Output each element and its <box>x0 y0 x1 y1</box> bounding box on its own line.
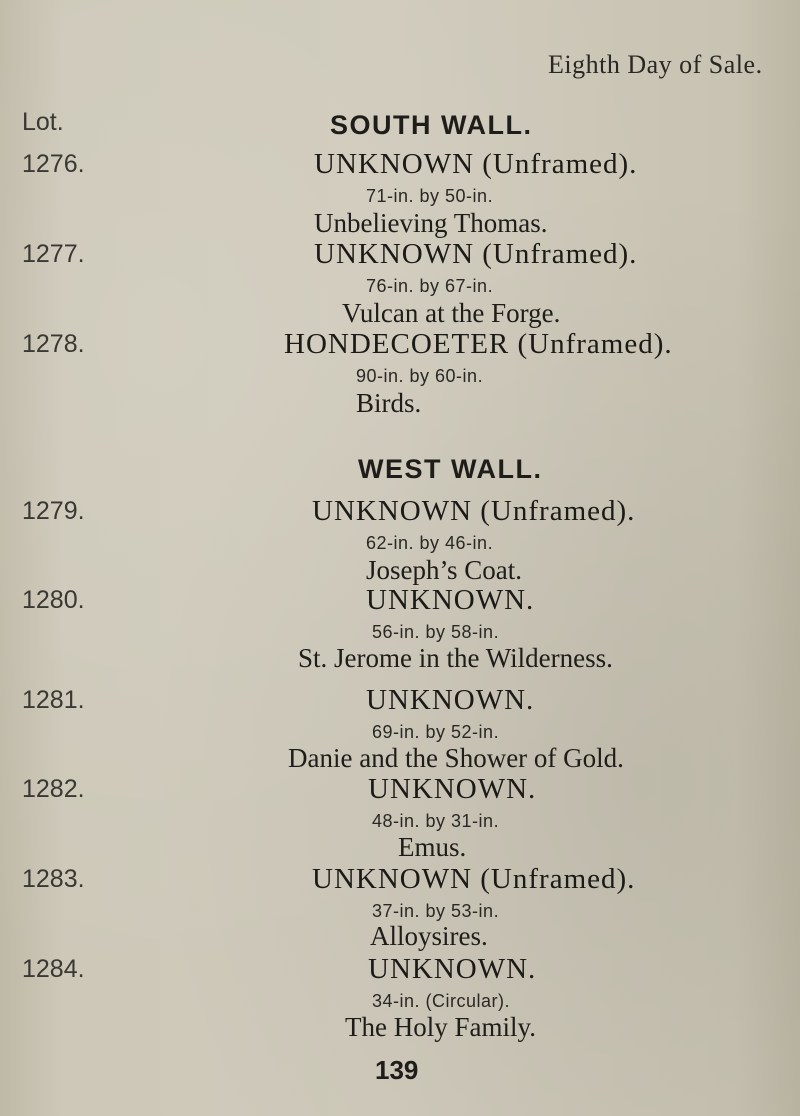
lot-title: Danie and the Shower of Gold. <box>288 743 624 773</box>
lot-title: The Holy Family. <box>345 1012 536 1042</box>
lot-title: Unbelieving Thomas. <box>314 208 548 238</box>
lot-artist: UNKNOWN (Unframed). <box>312 495 636 527</box>
lot-dimensions: 34-in. (Circular). <box>372 991 511 1011</box>
lot-number: 1278. <box>22 330 85 358</box>
section-heading-west-wall: WEST WALL. <box>358 454 543 484</box>
page-header-title: Eighth Day of Sale. <box>548 50 763 79</box>
lot-artist: UNKNOWN. <box>366 684 535 716</box>
lot-artist: HONDECOETER (Unframed). <box>284 328 673 360</box>
lot-title: Alloysires. <box>370 921 488 951</box>
lot-number: 1281. <box>22 686 85 714</box>
lot-title: Joseph’s Coat. <box>366 555 523 585</box>
lot-dimensions: 62-in. by 46-in. <box>366 533 494 553</box>
lot-artist: UNKNOWN. <box>368 773 537 805</box>
lot-dimensions: 71-in. by 50-in. <box>366 186 494 206</box>
lot-title: Birds. <box>356 388 422 418</box>
lot-number: 1282. <box>22 775 85 803</box>
lot-number: 1280. <box>22 586 85 614</box>
lot-dimensions: 90-in. by 60-in. <box>356 366 484 386</box>
lot-artist: UNKNOWN. <box>366 584 535 616</box>
lot-dimensions: 69-in. by 52-in. <box>372 722 500 742</box>
section-heading-south-wall: SOUTH WALL. <box>330 110 533 140</box>
lot-number: 1284. <box>22 955 85 983</box>
lot-dimensions: 76-in. by 67-in. <box>366 276 494 296</box>
lot-artist: UNKNOWN (Unframed). <box>314 238 638 270</box>
lot-artist: UNKNOWN (Unframed). <box>312 863 636 895</box>
lot-title: Emus. <box>398 832 467 862</box>
page-number: 139 <box>375 1055 419 1085</box>
lot-artist: UNKNOWN. <box>368 953 537 985</box>
lot-column-heading: Lot. <box>22 108 64 136</box>
lot-number: 1279. <box>22 497 85 525</box>
lot-dimensions: 48-in. by 31-in. <box>372 811 500 831</box>
lot-title: St. Jerome in the Wilderness. <box>298 643 613 673</box>
lot-dimensions: 56-in. by 58-in. <box>372 622 500 642</box>
lot-number: 1283. <box>22 865 85 893</box>
lot-artist: UNKNOWN (Unframed). <box>314 148 638 180</box>
lot-number: 1277. <box>22 240 85 268</box>
lot-dimensions: 37-in. by 53-in. <box>372 901 500 921</box>
lot-title: Vulcan at the Forge. <box>342 298 561 328</box>
lot-number: 1276. <box>22 150 85 178</box>
